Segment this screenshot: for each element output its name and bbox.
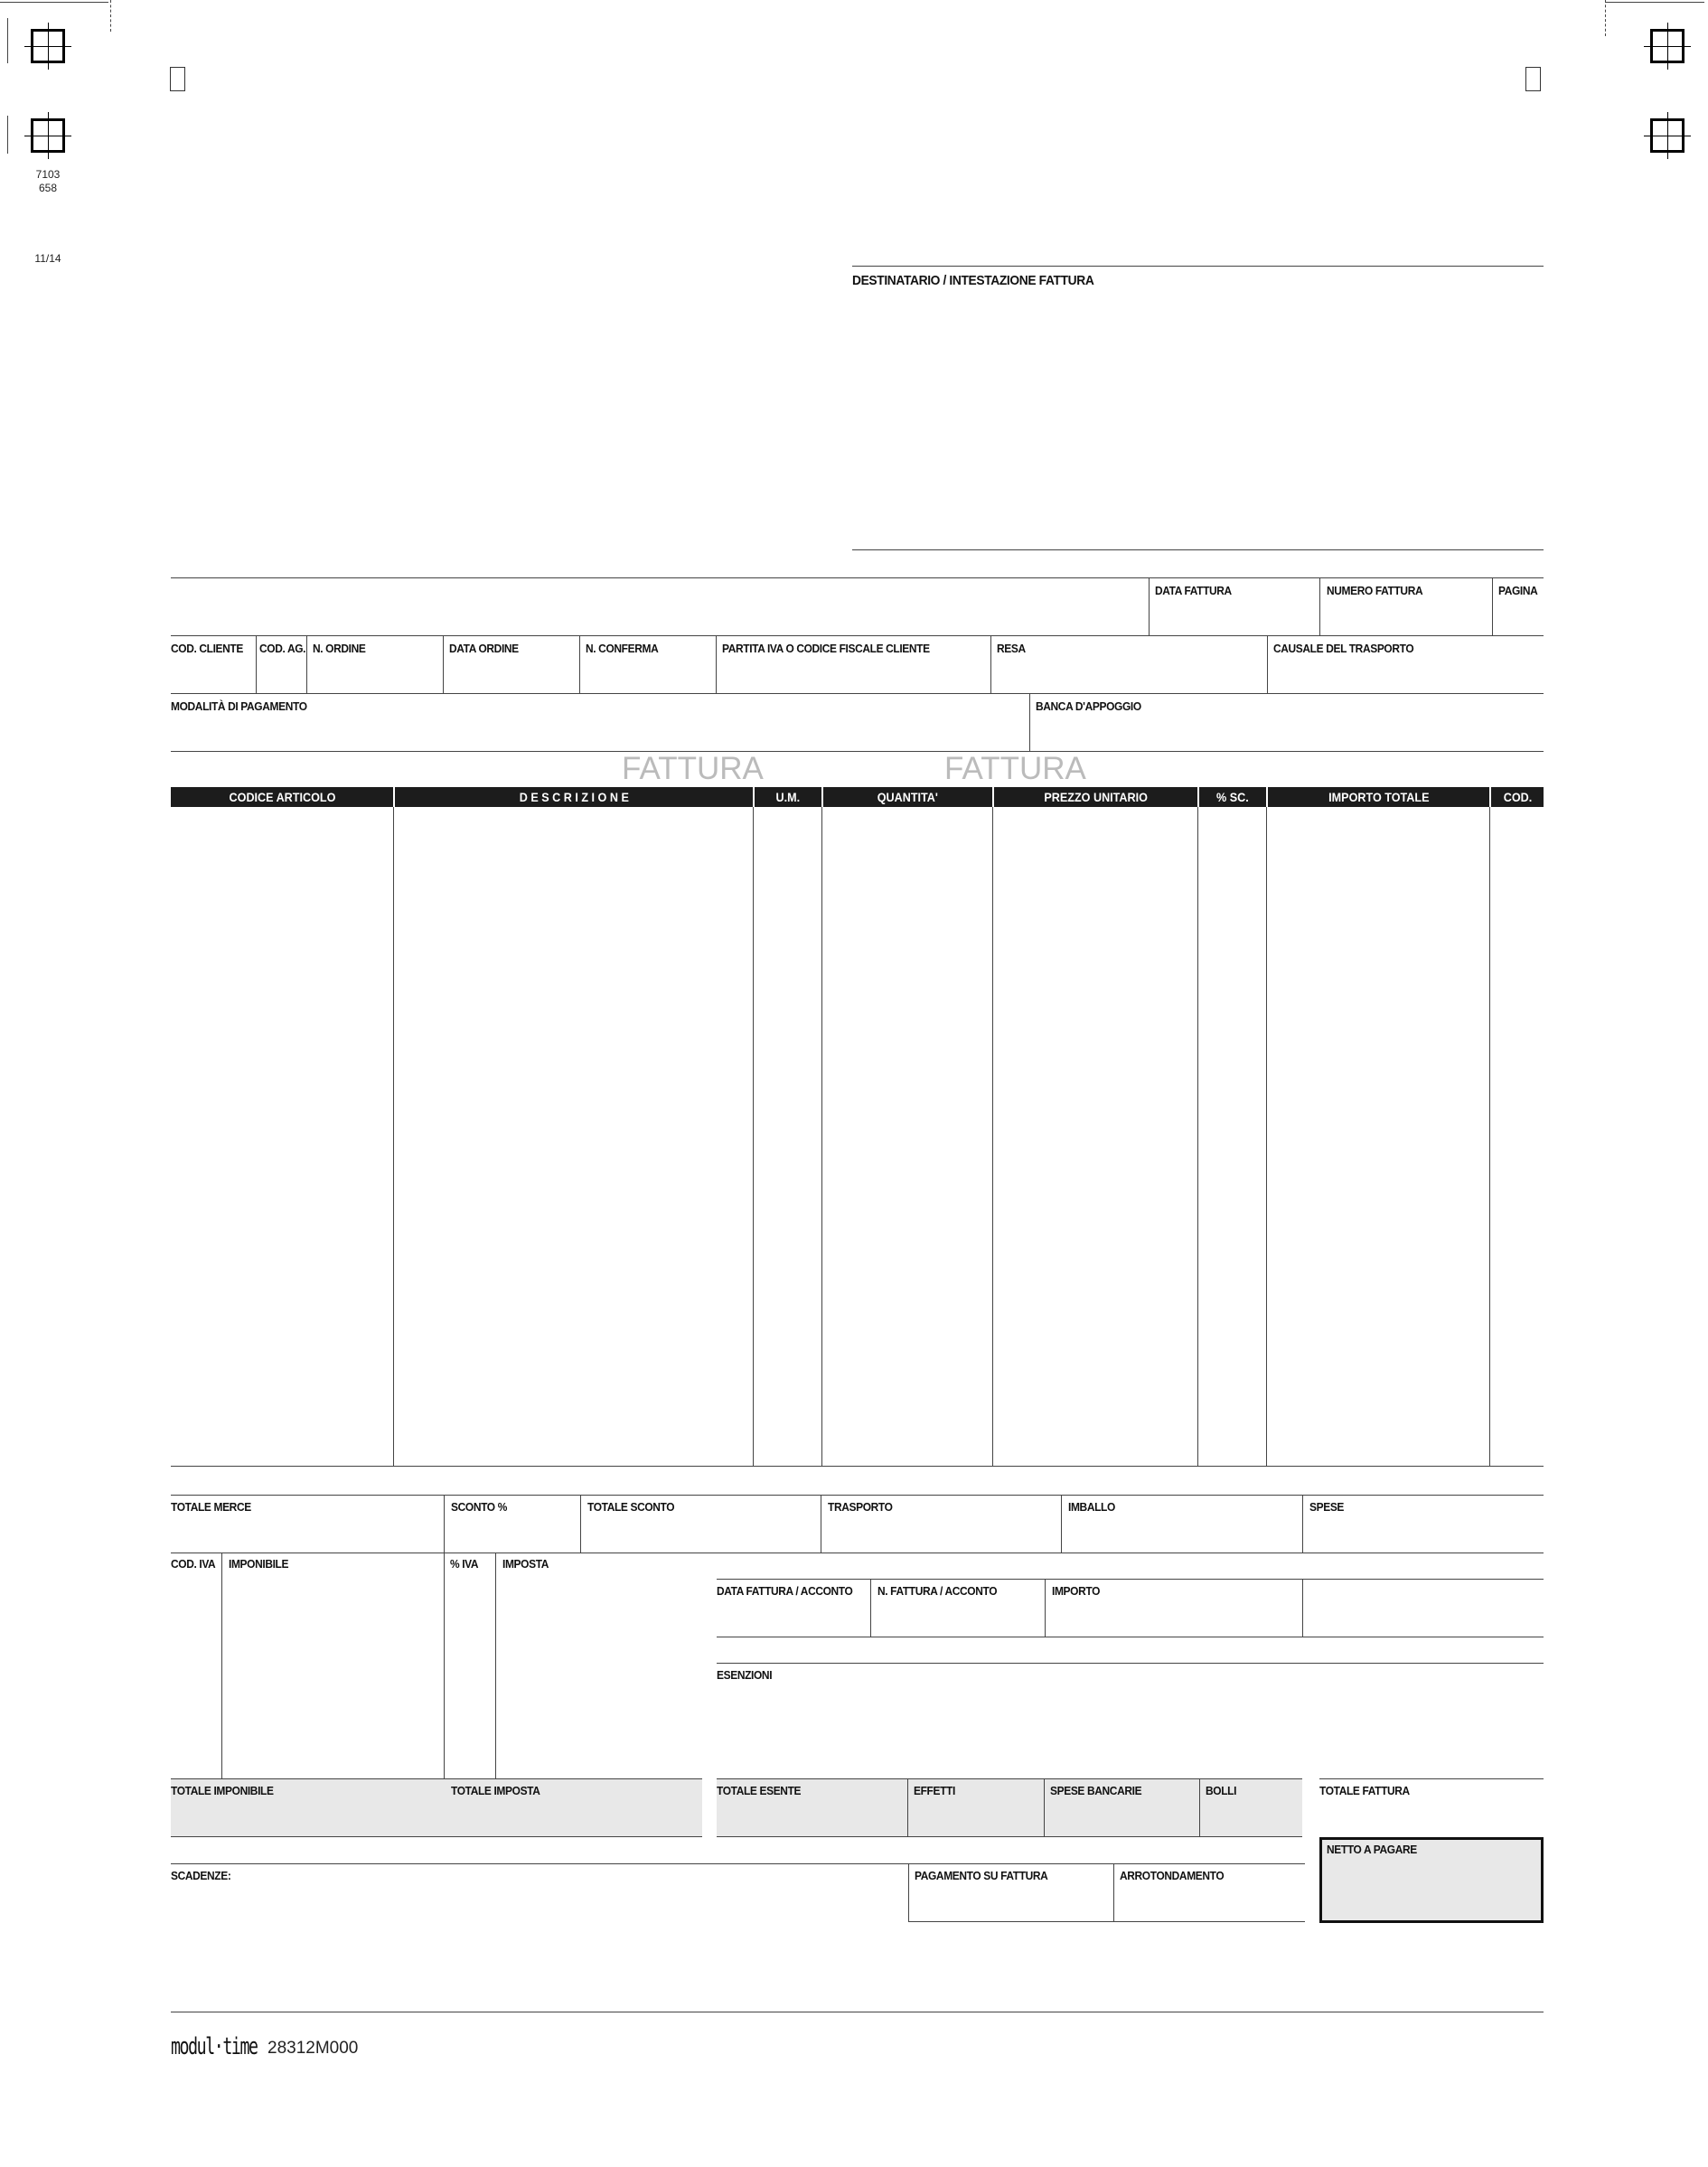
data-fattura-acconto-label: DATA FATTURA / ACCONTO — [717, 1584, 853, 1598]
imballo-label: IMBALLO — [1068, 1500, 1115, 1514]
cod-ag-label: COD. AG. — [259, 642, 306, 655]
divider — [1113, 1863, 1114, 1921]
payment-row-bottom — [171, 751, 1544, 752]
acconto-top — [717, 1579, 1544, 1580]
summary-top — [717, 1778, 1302, 1779]
divider — [579, 635, 580, 693]
divider — [306, 635, 307, 693]
divider — [495, 1553, 496, 1778]
registration-mark-top-left — [31, 29, 65, 63]
sconto-label: SCONTO % — [451, 1500, 507, 1514]
imposta-label: IMPOSTA — [502, 1557, 549, 1571]
divider — [1045, 1579, 1046, 1637]
scadenze-label: SCADENZE: — [171, 1869, 231, 1882]
table-column-line — [1266, 807, 1267, 1466]
divider — [870, 1579, 871, 1637]
divider — [907, 1778, 908, 1836]
col-header-descrizione: D E S C R I Z I O N E — [395, 787, 753, 807]
col-header-um: U.M. — [755, 787, 821, 807]
registration-mark-mid-right — [1650, 118, 1685, 153]
table-column-line — [1197, 807, 1198, 1466]
trim-line — [7, 116, 8, 154]
watermark-fattura: FATTURA — [622, 751, 764, 786]
spese-bancarie-label: SPESE BANCARIE — [1050, 1784, 1142, 1797]
data-ordine-label: DATA ORDINE — [449, 642, 519, 655]
print-code-b: 658 — [38, 182, 58, 194]
divider — [1267, 635, 1268, 693]
esenzioni-top — [717, 1663, 1544, 1664]
perc-iva-label: % IVA — [450, 1557, 479, 1571]
totale-esente-label: TOTALE ESENTE — [717, 1784, 802, 1797]
n-conferma-label: N. CONFERMA — [586, 642, 659, 655]
divider — [256, 635, 257, 693]
col-header-quantita: QUANTITA' — [823, 787, 992, 807]
banca-appoggio-label: BANCA D'APPOGGIO — [1036, 699, 1141, 713]
recipient-top-rule — [852, 266, 1544, 267]
divider — [1302, 1495, 1303, 1553]
table-column-line — [393, 807, 394, 1466]
recipient-label: DESTINATARIO / INTESTAZIONE FATTURA — [852, 273, 1094, 288]
table-column-line — [1489, 807, 1490, 1466]
summary-top — [171, 1778, 702, 1779]
table-column-line — [992, 807, 993, 1466]
cod-cliente-label: COD. CLIENTE — [171, 642, 243, 655]
spese-label: SPESE — [1309, 1500, 1345, 1514]
numero-fattura-label: NUMERO FATTURA — [1327, 584, 1423, 597]
payment-row-top — [171, 693, 1544, 694]
registration-mark-top-right — [1650, 29, 1685, 63]
scadenze-top — [171, 1863, 1305, 1864]
scadenze-bottom — [908, 1921, 1305, 1922]
col-header-importo-totale: IMPORTO TOTALE — [1268, 787, 1489, 807]
trim-line — [1605, 2, 1704, 3]
hole-mark-right — [1525, 67, 1541, 91]
col-header-prezzo-unitario: PREZZO UNITARIO — [994, 787, 1197, 807]
recipient-bottom-rule — [852, 549, 1544, 550]
causale-trasporto-label: CAUSALE DEL TRASPORTO — [1273, 642, 1414, 655]
n-ordine-label: N. ORDINE — [313, 642, 366, 655]
table-column-line — [753, 807, 754, 1466]
divider — [716, 635, 717, 693]
divider — [221, 1553, 222, 1778]
hole-mark-left — [170, 67, 185, 91]
pagina-label: PAGINA — [1498, 584, 1538, 597]
trim-line — [0, 2, 108, 3]
col-header-codice-articolo: CODICE ARTICOLO — [171, 787, 393, 807]
totale-imponibile-label: TOTALE IMPONIBILE — [171, 1784, 274, 1797]
totale-fattura-label: TOTALE FATTURA — [1319, 1784, 1410, 1797]
pagamento-su-fattura-label: PAGAMENTO SU FATTURA — [915, 1869, 1048, 1882]
col-header-cod: COD. — [1491, 787, 1544, 807]
data-fattura-label: DATA FATTURA — [1155, 584, 1232, 597]
trim-line — [110, 0, 111, 32]
registration-mark-mid-left — [31, 118, 65, 153]
summary-bottom — [171, 1836, 702, 1837]
summary-bottom — [717, 1836, 1302, 1837]
netto-a-pagare-label: NETTO A PAGARE — [1327, 1843, 1417, 1856]
table-column-line — [821, 807, 822, 1466]
table-bottom-rule — [171, 1466, 1544, 1467]
totale-imposta-label: TOTALE IMPOSTA — [451, 1784, 540, 1797]
cod-iva-label: COD. IVA — [171, 1557, 216, 1571]
header-row-top — [171, 577, 1544, 578]
divider — [1149, 577, 1150, 635]
print-code-a: 7103 — [35, 168, 61, 181]
trasporto-label: TRASPORTO — [828, 1500, 893, 1514]
divider — [1044, 1778, 1045, 1836]
bolli-label: BOLLI — [1206, 1784, 1237, 1797]
watermark-fattura: FATTURA — [944, 751, 1086, 786]
imponibile-label: IMPONIBILE — [229, 1557, 289, 1571]
divider — [1061, 1495, 1062, 1553]
totale-merce-label: TOTALE MERCE — [171, 1500, 251, 1514]
importo-acconto-label: IMPORTO — [1052, 1584, 1101, 1598]
form-code: 28312M000 — [267, 2039, 359, 2058]
totale-sconto-label: TOTALE SCONTO — [587, 1500, 675, 1514]
divider — [1302, 1579, 1303, 1637]
divider — [908, 1863, 909, 1921]
resa-label: RESA — [997, 642, 1026, 655]
modalita-pagamento-label: MODALITÀ DI PAGAMENTO — [171, 699, 307, 713]
trim-line — [1605, 0, 1606, 36]
partita-iva-label: PARTITA IVA O CODICE FISCALE CLIENTE — [722, 642, 930, 655]
divider — [1029, 693, 1030, 751]
divider — [444, 1495, 445, 1553]
divider — [580, 1495, 581, 1553]
order-row-top — [171, 635, 1544, 636]
effetti-label: EFFETTI — [914, 1784, 955, 1797]
summary-top — [1319, 1778, 1544, 1779]
divider — [990, 635, 991, 693]
divider — [1492, 577, 1493, 635]
divider — [1199, 1778, 1200, 1836]
brand-logo: modul·time — [171, 2033, 258, 2060]
print-date: 11/14 — [34, 252, 61, 265]
trim-line — [7, 18, 8, 63]
totals-row-top — [171, 1495, 1544, 1496]
arrotondamento-label: ARROTONDAMENTO — [1120, 1869, 1225, 1882]
divider — [1319, 577, 1320, 635]
divider — [443, 635, 444, 693]
esenzioni-label: ESENZIONI — [717, 1668, 773, 1682]
col-header-sconto: % SC. — [1199, 787, 1266, 807]
n-fattura-acconto-label: N. FATTURA / ACCONTO — [877, 1584, 998, 1598]
